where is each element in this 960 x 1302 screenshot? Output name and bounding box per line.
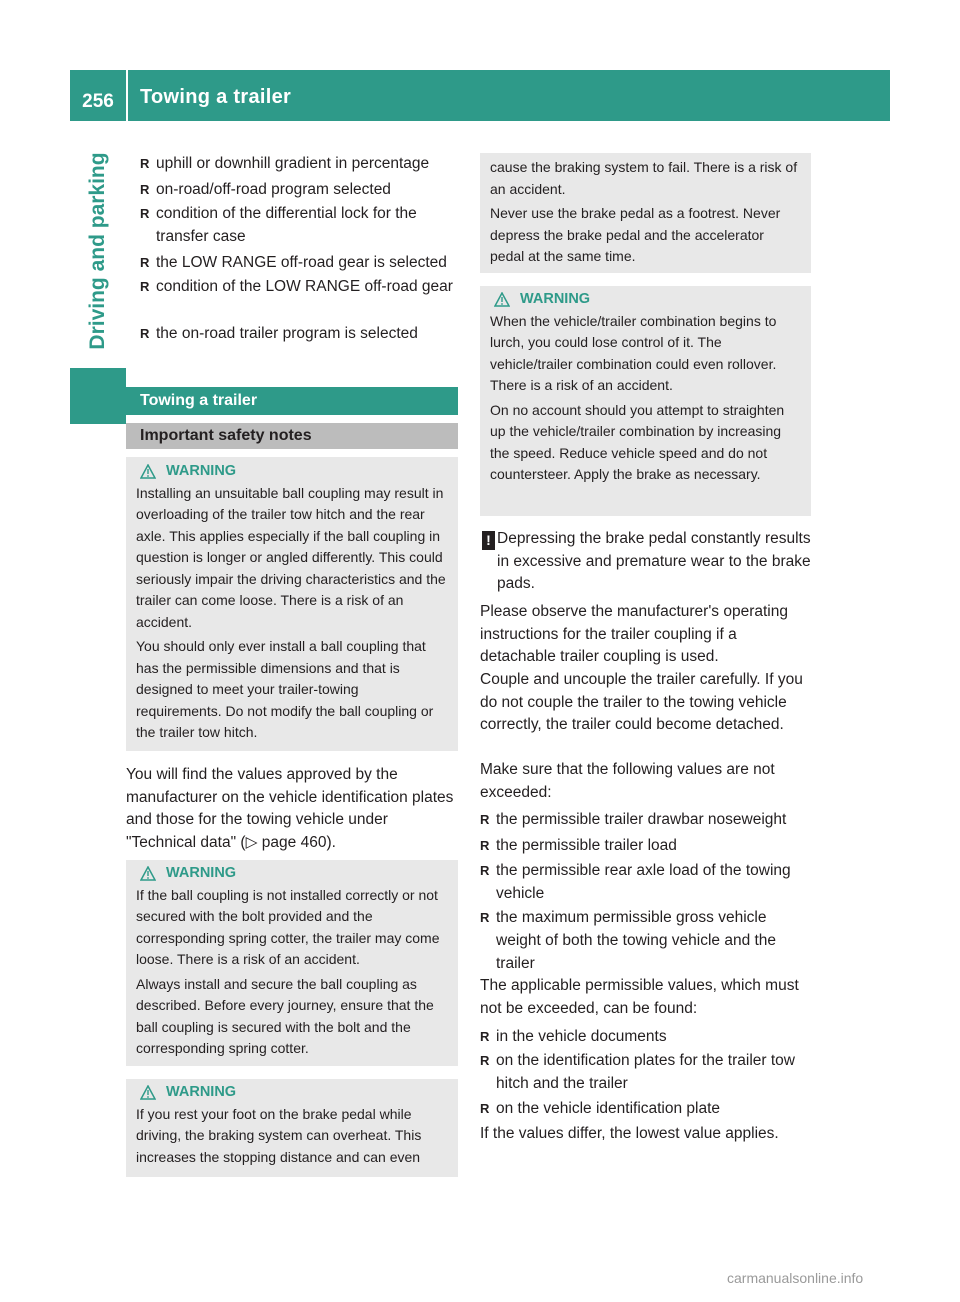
note-exclamation-icon: ! xyxy=(482,531,495,550)
body-paragraph: You will find the values approved by the manufacturer on the vehicle identification plates and those for the towing vehicle under "Technical data" (▷ page 460). xyxy=(126,766,454,851)
body-paragraph: Make sure that the following values are not exceeded: xyxy=(480,761,775,801)
warning-text: When the vehicle/trailer combination begins to lurch, you could lose control of it. The vehicle/trailer combination could even rollover. There is a risk of an accident. xyxy=(490,312,777,393)
warning-box xyxy=(126,457,458,751)
list-item: R on-road/off-road program selected xyxy=(140,178,460,201)
side-tab-label: Driving and parking xyxy=(86,152,109,350)
list-item: R the LOW RANGE off-road gear is selected xyxy=(140,251,460,274)
list-item: R uphill or downhill gradient in percentage xyxy=(140,152,460,175)
warning-triangle-icon xyxy=(494,292,510,307)
list-item: R the maximum permissible gross vehicle weight of both the towing vehicle and the trailer xyxy=(480,906,814,975)
page-number: 256 xyxy=(82,90,114,112)
warning-title: WARNING xyxy=(140,461,448,483)
list-item: R the on-road trailer program is selected xyxy=(140,322,460,345)
body-paragraph: Please observe the manufacturer's operating instructions for the trailer coupling if a detachable trailer coupling is used. xyxy=(480,603,788,665)
side-tab-label-wrap xyxy=(70,121,126,381)
warning-text: cause the braking system to fail. There is a risk of an accident. xyxy=(490,159,798,197)
list-item: R the permissible trailer load xyxy=(480,834,814,857)
list-item: R on the identification plates for the trailer tow hitch and the trailer xyxy=(480,1049,814,1095)
warning-box xyxy=(126,1079,458,1177)
warning-triangle-icon xyxy=(140,866,156,881)
list-item: R the permissible rear axle load of the towing vehicle xyxy=(480,859,814,905)
warning-triangle-icon xyxy=(140,1085,156,1100)
body-paragraph: If the values differ, the lowest value applies. xyxy=(480,1125,779,1142)
warning-text: Installing an unsuitable ball coupling may result in overloading of the trailer tow hitch and the rear axle. This applies especially if the ball coupling in question is longer or angled differently. This could seriously impair the driving characteristics and the trailer can come loose. There is a risk of an accident. xyxy=(136,484,446,630)
note-text: Depressing the brake pedal constantly results in excessive and premature wear to the brake pads. xyxy=(497,530,811,592)
subsection-heading: Important safety notes xyxy=(126,423,458,449)
warning-text: Never use the brake pedal as a footrest. Never depress the brake pedal and the accelerator pedal at the same time. xyxy=(490,205,781,264)
list-item: R in the vehicle documents xyxy=(480,1025,814,1048)
body-paragraph: The applicable permissible values, which must not be exceeded, can be found: xyxy=(480,977,799,1017)
warning-text: If you rest your foot on the brake pedal while driving, the braking system can overheat. This increases the stopping distance and can even xyxy=(136,1105,422,1165)
body-paragraph: Couple and uncouple the trailer carefully. If you do not couple the trailer to the towing vehicle correctly, the trailer could become detached. xyxy=(480,671,803,733)
warning-box xyxy=(126,860,458,1066)
list-item: R on the vehicle identification plate xyxy=(480,1097,814,1120)
warning-box xyxy=(480,286,811,516)
watermark: carmanualsonline.info xyxy=(727,1270,864,1286)
warning-triangle-icon xyxy=(140,464,156,479)
list-item: R condition of the differential lock for the transfer case xyxy=(140,202,460,248)
section-heading: Towing a trailer xyxy=(126,387,458,415)
page-title: Towing a trailer xyxy=(140,86,292,108)
warning-text: On no account should you attempt to straighten up the vehicle/trailer combination by increasing the speed. Reduce vehicle speed and do not countersteer. Apply the brake as necessary. xyxy=(490,401,785,482)
warning-title: WARNING xyxy=(140,1082,448,1104)
warning-title: WARNING xyxy=(494,289,801,311)
list-item: R condition of the LOW RANGE off-road gear xyxy=(140,275,460,298)
side-tab xyxy=(70,121,126,1241)
side-tab-marker xyxy=(70,368,126,424)
warning-text: If the ball coupling is not installed correctly or not secured with the bolt provided and the corresponding spring cotter, the trailer may come loose. There is a risk of an accident. xyxy=(136,886,440,967)
warning-text: You should only ever install a ball coupling that has the permissible dimensions and that is designed to meet your trailer-towing requirements. Do not modify the ball coupling or the trailer tow hitch. xyxy=(136,638,434,740)
warning-text: Always install and secure the ball coupling as described. Before every journey, ensure that the ball coupling is secured with the bolt and the corresponding spring cotter. xyxy=(136,975,434,1056)
header-divider xyxy=(126,70,128,121)
list-item: R the permissible trailer drawbar noseweight xyxy=(480,808,814,831)
warning-box-continued xyxy=(480,153,811,273)
warning-title: WARNING xyxy=(140,863,448,885)
